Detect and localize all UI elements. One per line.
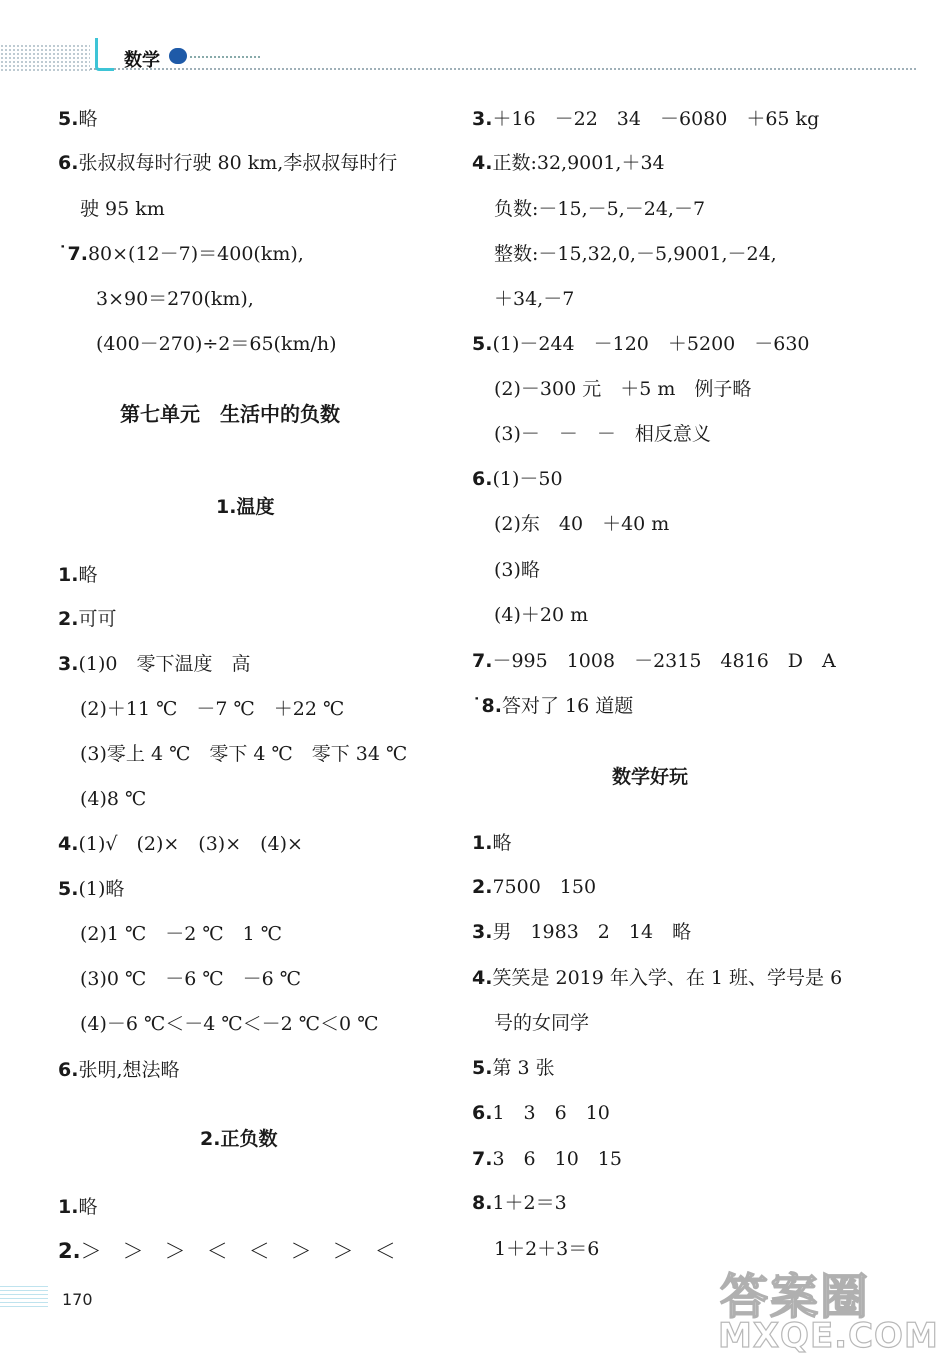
answer-line: (3)－ － － 相反意义 — [494, 423, 711, 445]
watermark — [712, 1258, 939, 1358]
answer-line: 8.1＋2＝3 — [472, 1192, 567, 1214]
header-subject: 数学 — [124, 50, 160, 71]
answer-line: (3)0 ℃ －6 ℃ －6 ℃ — [80, 968, 302, 990]
section-title: 1.温度 — [216, 496, 275, 518]
watermark-logo: 答案圈 — [720, 1269, 871, 1325]
answer-line: (3)零上 4 ℃ 零下 4 ℃ 零下 34 ℃ — [80, 743, 408, 765]
answer-line: 3×90＝270(km), — [96, 288, 254, 310]
answer-line: 6.张叔叔每时行驶 80 km,李叔叔每时行 — [58, 152, 398, 174]
answer-line: 整数:－15,32,0,－5,9001,－24, — [494, 243, 777, 265]
header-rule — [90, 68, 916, 70]
answer-line: 负数:－15,－5,－24,－7 — [494, 198, 706, 220]
answer-line: 1＋2＋3＝6 — [494, 1238, 600, 1260]
answer-line: 4.(1)√ (2)× (3)× (4)× — [58, 833, 303, 855]
watermark-url: MXQE.COM — [718, 1316, 939, 1356]
answer-line: (3)略 — [494, 559, 540, 581]
answer-line: 4.笑笑是 2019 年入学、在 1 班、学号是 6 — [472, 967, 843, 989]
answer-line: 1.略 — [472, 832, 512, 854]
answer-line: (2)－300 元 ＋5 m 例子略 — [494, 378, 752, 400]
answer-line: (2)1 ℃ －2 ℃ 1 ℃ — [80, 923, 283, 945]
page-header — [0, 0, 916, 80]
answer-line: 6.(1)－50 — [472, 468, 563, 490]
answer-line: 1.略 — [58, 564, 98, 586]
header-decoration — [190, 56, 260, 64]
answer-line: 2.可可 — [58, 608, 117, 630]
answer-line: 6.1 3 6 10 — [472, 1102, 610, 1124]
answer-line: (400－270)÷2＝65(km/h) — [96, 333, 337, 355]
answer-line: 3.(1)0 零下温度 高 — [58, 653, 251, 675]
answer-line: 5.第 3 张 — [472, 1057, 555, 1079]
header-badge-icon — [169, 48, 187, 64]
footer-band — [0, 1286, 48, 1308]
answer-line: ＋34,－7 — [494, 288, 575, 310]
answer-line: 7.3 6 10 15 — [472, 1148, 622, 1170]
page-number: 170 — [62, 1290, 93, 1309]
answer-line: 5.(1)－244 －120 ＋5200 －630 — [472, 333, 810, 355]
answer-line: 1.略 — [58, 1196, 98, 1218]
answer-line: 5.略 — [58, 108, 98, 130]
section-title: 2.正负数 — [200, 1128, 278, 1150]
answer-line: 2.＞ ＞ ＞ ＜ ＜ ＞ ＞ ＜ — [58, 1239, 396, 1263]
answer-line: 号的女同学 — [494, 1012, 590, 1034]
answer-line: (2)＋11 ℃ －7 ℃ ＋22 ℃ — [80, 698, 345, 720]
answer-line: 4.正数:32,9001,＋34 — [472, 152, 665, 174]
answer-line: 3.男 1983 2 14 略 — [472, 921, 692, 943]
answer-line: 7.－995 1008 －2315 4816 D A — [472, 650, 836, 672]
answer-line: 3.＋16 －22 34 －6080 ＋65 kg — [472, 108, 820, 130]
answer-line: ˙8.答对了 16 道题 — [472, 695, 634, 717]
answer-line: (4)＋20 m — [494, 604, 589, 626]
header-bracket-icon — [95, 38, 114, 71]
section-title: 数学好玩 — [612, 766, 689, 788]
answer-line: (4)－6 ℃＜－4 ℃＜－2 ℃＜0 ℃ — [80, 1013, 379, 1035]
answer-line: ˙7.80×(12－7)＝400(km), — [58, 243, 304, 265]
header-dot-pattern — [0, 44, 90, 72]
answer-line: 2.7500 150 — [472, 876, 597, 898]
answer-line: 6.张明,想法略 — [58, 1059, 180, 1081]
answer-line: 5.(1)略 — [58, 878, 125, 900]
answer-line: (4)8 ℃ — [80, 788, 147, 810]
unit-title: 第七单元 生活中的负数 — [120, 402, 340, 426]
answer-line: 驶 95 km — [80, 198, 165, 220]
answer-line: (2)东 40 ＋40 m — [494, 513, 670, 535]
